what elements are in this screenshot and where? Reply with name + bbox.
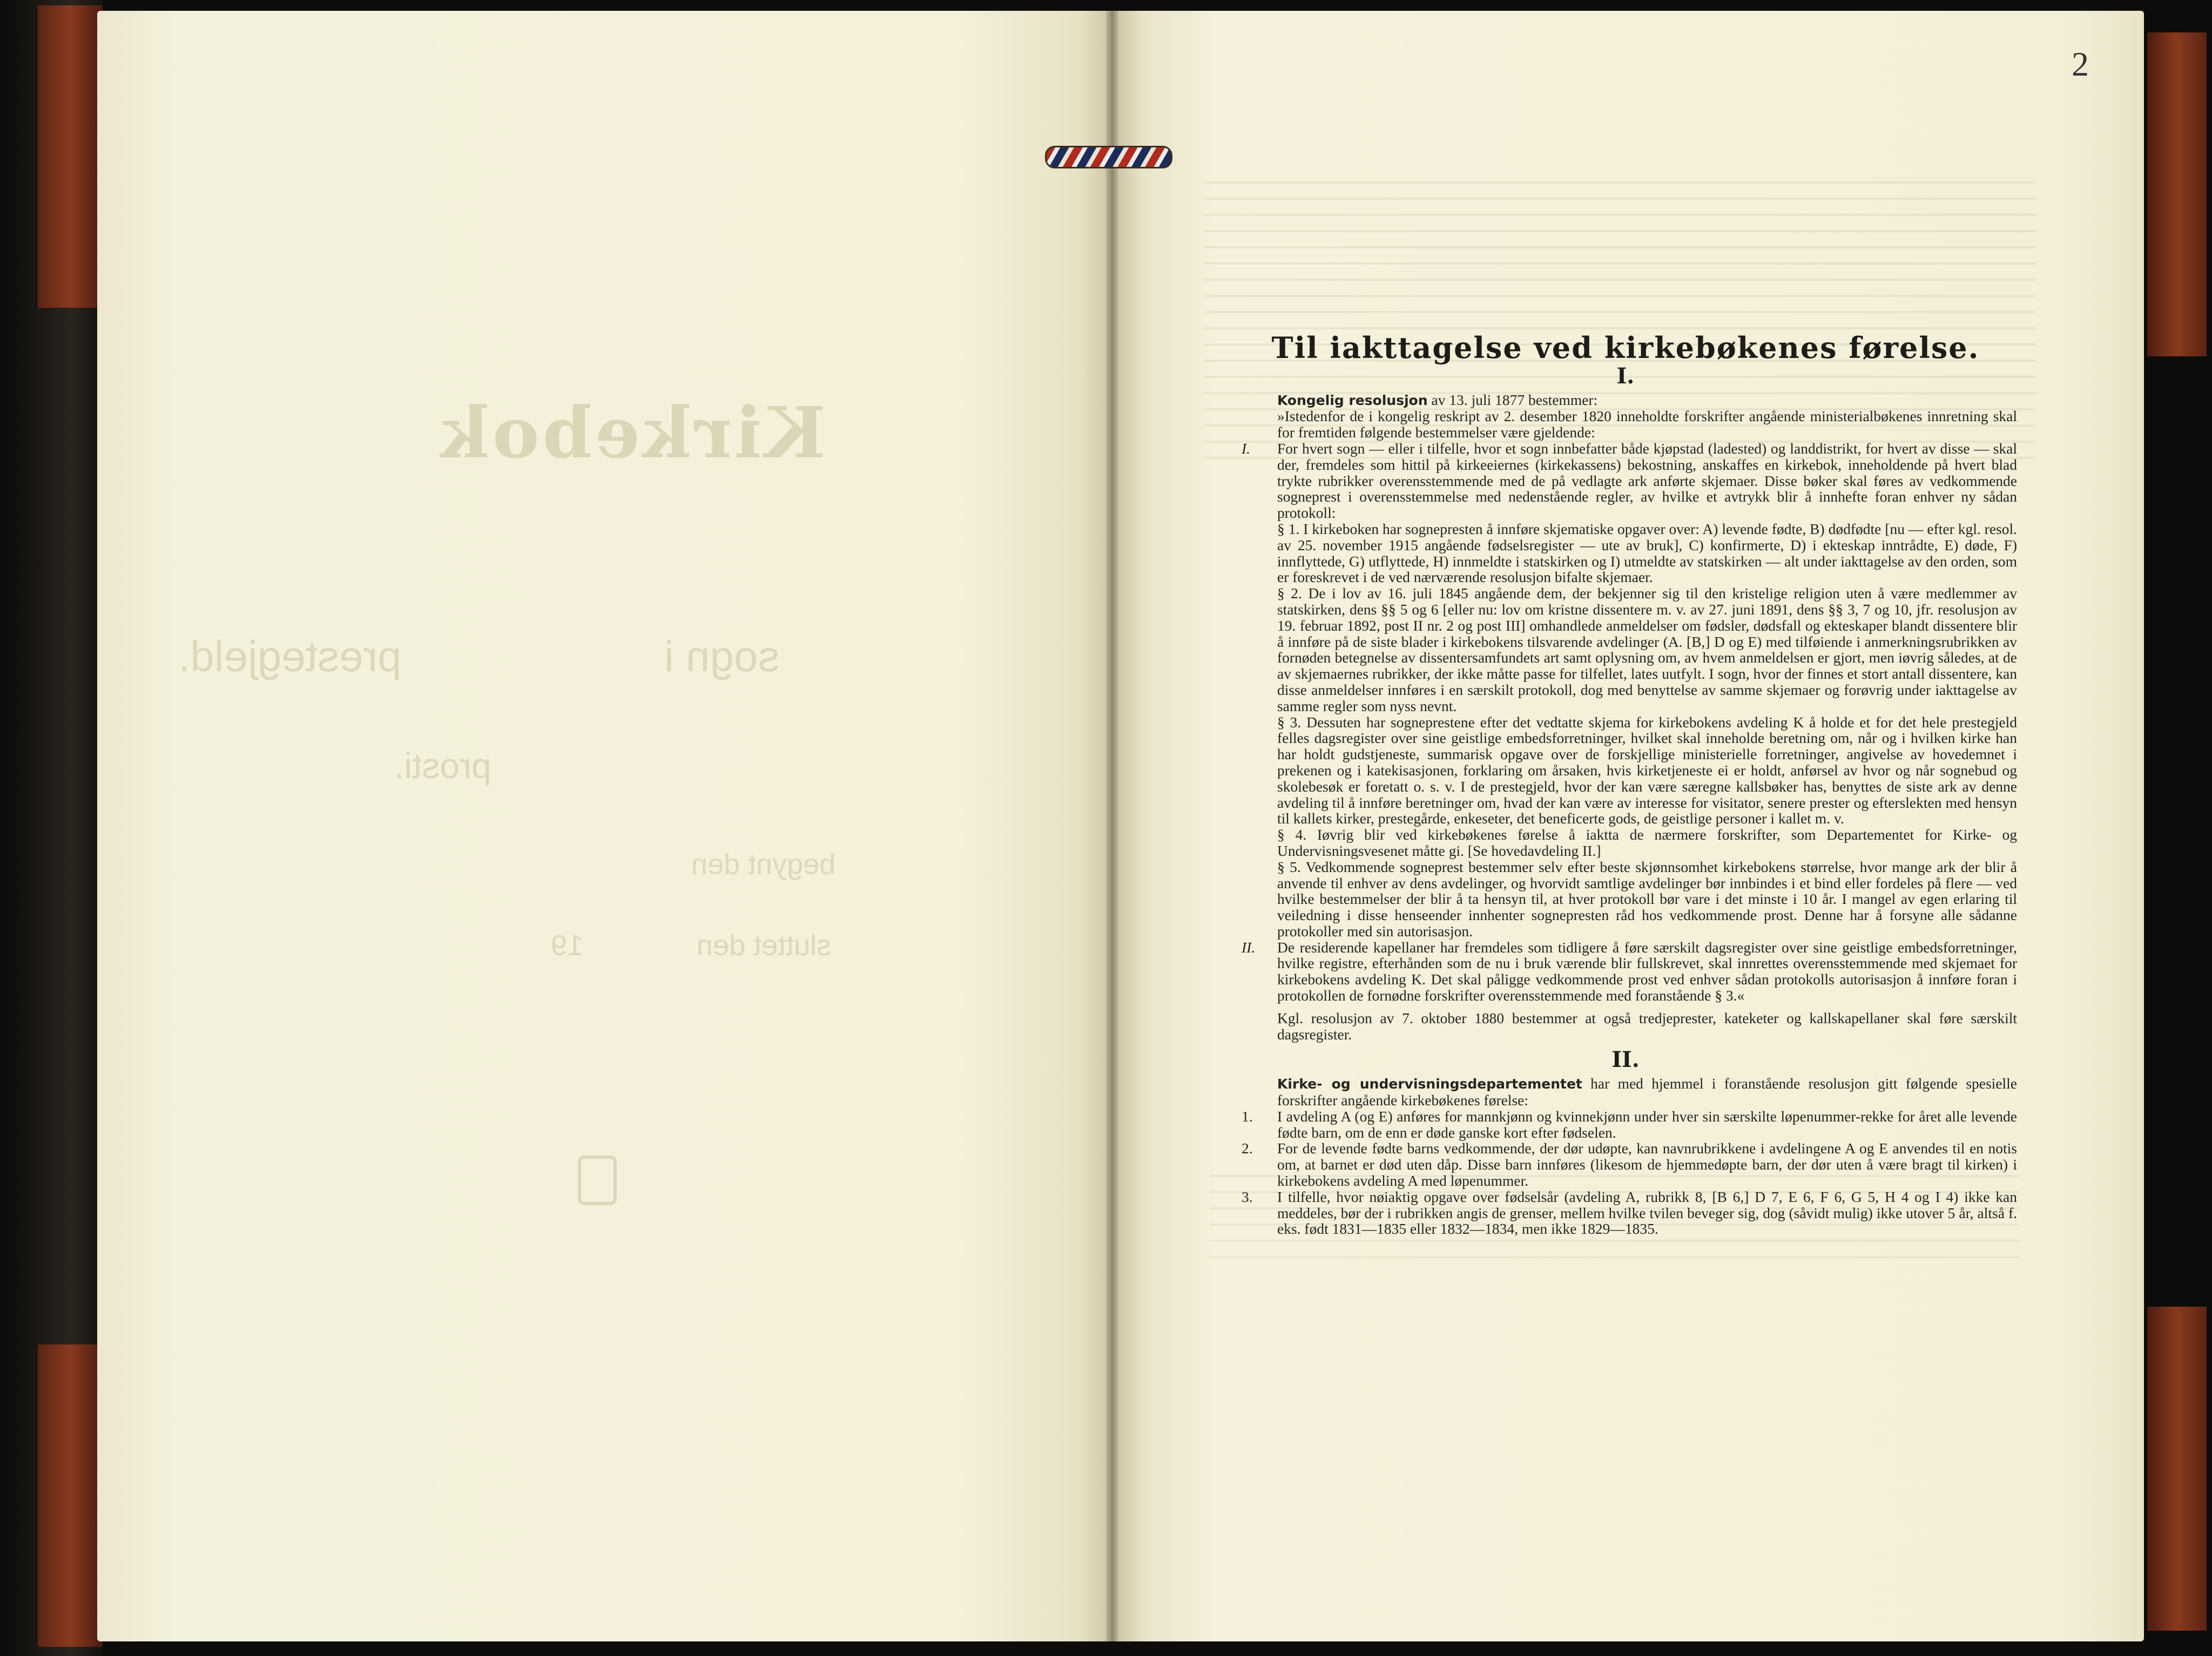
paragraph-s5: § 5. Vedkommende sogneprest bestemmer selv efter beste skjønnsomhet kirkebokens størrelse, hvor mange ark der blir å anvende til enhver av dens avdelinger, og hvorvidt samtlige avdelinger bør innbindes i et bind eller fordeles på flere — ved hvilke bestemmelser der blir å ta hensyn til, at hver protokoll bør vare i det minste i 10 år. I mangel av egen erlaring til veiledning i disse henseender innhenter sognepresten råd hos vedkommende prost. Denne har å forsyne alle sådanne protokoller med sin autorisasjon. <box>1277 858 2017 939</box>
section-heading-1: I. <box>1616 363 1635 389</box>
resolution-line <box>1234 392 2017 409</box>
left-page-sluttet: sluttet den <box>697 929 832 962</box>
paragraph-s4: § 4. Iøvrig blir ved kirkebøkenes førelse å iaktta de nærmere forskrifter, som Departementet for Kirke- og Undervisningsvesenet måtte gi. [Se hovedavdeling II.] <box>1277 826 2017 859</box>
list-item-text: I avdeling A (og E) anføres for mannkjønn og kvinnekjønn under hver sin særskilte løpenummer-rekke for året alle levende fødte barn, om de enn er døde ganske kort efter fødselen. <box>1277 1107 2017 1141</box>
binding-thread <box>1045 146 1172 168</box>
roman-item-2 <box>1234 939 2017 1004</box>
list-item-number: 2. <box>1242 1140 1253 1157</box>
roman-item-number: I. <box>1242 440 1251 457</box>
document-title: Til iakttagelse ved kirkebøkenes førelse. <box>1271 330 1980 365</box>
list-item-number: 1. <box>1242 1107 1253 1125</box>
left-page-begynt: begynt den <box>691 848 836 881</box>
page-number: 2 <box>2072 45 2089 83</box>
list-item <box>1234 1189 2017 1237</box>
list-item-text: For de levende fødte barns vedkommende, der dør udøpte, kan navnrubrikkene i avdelingene A og E anvendes til en notis om, at barnet er død uten dåp. Disse barn innføres (likesom de hjemmedøpte barn, der dør uten å være bragt til kirken) i kirkebokens avdeling A med løpenummer. <box>1277 1140 2017 1189</box>
leather-corner-bottom-left <box>38 1344 103 1647</box>
left-page-title: Kirkebok <box>437 391 826 474</box>
left-page-year-prefix: 19 <box>551 929 584 962</box>
kgl-resolution-paragraph: Kgl. resolusjon av 7. oktober 1880 bestemmer at også tredjeprester, kateketer og kallskapellaner skal føre særskilt dagsregister. <box>1277 1009 2017 1043</box>
list-item <box>1234 1140 2017 1188</box>
left-page-stamp <box>578 1155 617 1205</box>
roman-item-text: For hvert sogn — eller i tilfelle, hvor et sogn innbefatter både kjøpstad (ladested) og landdistrikt, for hvert av disse — skal der, fremdeles som hittil på kirkeeiernes (kirkekassens) bekostning, anskaffes en kirkebok, inneholdende på hvert blad trykte rubrikker overensstemmende med de på vedlagte ark anførte skjemaer. Disse bøker skal føres av vedkommende sogneprest i overensstemmelse med nedenstående regler, av hvilke et avtrykk blir å innhefte foran enhver ny sådan protokoll: <box>1277 440 2017 522</box>
left-page-prosti: prosti. <box>394 746 491 786</box>
instructions-document <box>1234 330 2017 1238</box>
left-page-prestegjeld: prestegjeld. <box>178 632 402 680</box>
leather-corner-bottom-right <box>2147 1307 2207 1631</box>
list-item-text: I tilfelle, hvor nøiaktig opgave over fødselsår (avdeling A, rubrikk 8, [B 6,] D 7, E 6, F 6, G 5, H 4 og I 4) ikke kan meddeles, bør der i rubrikken angis de grenser, mellem hvilke tvilen beveger sig, dog (såvidt mulig) ikke utover 5 år, altså f. eks. født 1831—1835 eller 1832—1834, men ikke 1829—1835. <box>1277 1188 2017 1238</box>
department-intro: har med hjemmel i foranstående resolusjon gitt følgende spesielle forskrifter angående kirkebøkenes førelse: <box>1277 1075 2017 1109</box>
list-item-number: 3. <box>1242 1188 1253 1205</box>
roman-item-number: II. <box>1242 938 1256 956</box>
resolution-intro: av 13. juli 1877 bestemmer: <box>1427 391 1598 408</box>
leather-corner-top-right <box>2147 32 2207 356</box>
intro-paragraph: »Istedenfor de i kongelig reskript av 2. desember 1820 inneholdte forskrifter angående ministerialbøkenes innretning skal for fremtiden følgende bestemmelser være gjeldende: <box>1277 408 2017 441</box>
book-gutter <box>1106 11 1119 1641</box>
department-label: Kirke- og undervisningsdepartementet <box>1277 1076 1582 1092</box>
section-heading-2: II. <box>1611 1047 1640 1073</box>
left-page-sogn: sogn i <box>664 632 780 680</box>
leather-corner-top-left <box>38 5 103 308</box>
roman-item-text: De residerende kapellaner har fremdeles som tidligere å føre særskilt dagsregister over sine geistlige embedsforretninger, hvilke registre, efterhånden som de nu i bruk værende blir fullskrevet, skal innrettes overensstemmende med skjemaet for kirkebokens avdeling K. Det skal påligge vedkommende prost ved enhver sådan protokolls autorisasjon å innføre foran i protokollen de fornødne forskrifter overensstemmende med foranstående § 3.« <box>1277 938 2017 1004</box>
paragraph-s1: § 1. I kirkeboken har sognepresten å innføre skjematiske opgaver over: A) levende fødte, B) dødfødte [nu — efter kgl. resol. av 25. november 1915 angående fødselsregister — ute av bruk], C) konfirmerte, D) i ekteskap inntrådte, E) døde, F) innflyttede, G) utflyttede, H) innmeldte i statskirken og I) utmeldte av statskirken — alt under iakttagelse av den orden, som er foreskrevet i de ved nærværende resolusjon bifalte skjemaer. <box>1277 520 2017 586</box>
left-page <box>97 11 1112 1641</box>
department-line <box>1234 1076 2017 1108</box>
resolution-label: Kongelig resolusjon <box>1277 392 1428 408</box>
roman-item-1 <box>1234 441 2017 521</box>
list-item <box>1234 1108 2017 1141</box>
paragraph-s2: § 2. De i lov av 16. juli 1845 angående dem, der bekjenner sig til den kristelige religion uten å være medlemmer av statskirken, dens §§ 5 og 6 [eller nu: lov om kristne dissentere m. v. av 27. juni 1891, dens §§ 3, 7 og 10, jfr. resolusjon av 19. februar 1892, post II nr. 2 og post III] omhandlede anmeldelser om fødsler, dødsfall og ekteskaper blandt dissentere blir å innføre på de siste blader i kirkebokens tilsvarende avdelinger (A. [B,] D og E) med tilføiende i anmerkningsrubrikken av fornøden betegnelse av dissentersamfundets art samt oplysning om, av hvem anmeldelsen er gjort, men iøvrig således, at de av skjemaernes rubrikker, der ikke måtte passe for tilfellet, lates uutfylt. I sogn, hvor der finnes et stort antall dissentere, kan disse anmeldelser innføres i en særskilt protokoll, dog med benyttelse av samme skjemaer og forøvrig under iakttagelse av samme regler som nyss nevnt. <box>1277 585 2017 714</box>
paragraph-s3: § 3. Dessuten har sogneprestene efter det vedtatte skjema for kirkebokens avdeling K å holde et for det hele prestegjeld felles dagsregister over sine geistlige embedsforretninger, hvilket skal inneholde beretning om, når og i hvilken kirke han har holdt gudstjeneste, summarisk opgave over de forskjellige ministerielle forretninger, angivelse av hovedemnet i prekenen og i katekisasjonen, forklaring om årsaken, hvis kirketjeneste ei er holdt, anførsel av hvor og når sognebud og skolebesøk er foretatt o. s. v. I de prestegjeld, hvor der kan være særegne kallsbøker has, benyttes de siste ark av denne avdeling til å innføre beretninger om, hvad der kan være av interesse for visitator, senere prester og efterslekten med hensyn til kallets kirker, prestegårde, enkeseter, det beneficerte gods, de geistlige personer i kallet m. v. <box>1277 713 2017 827</box>
